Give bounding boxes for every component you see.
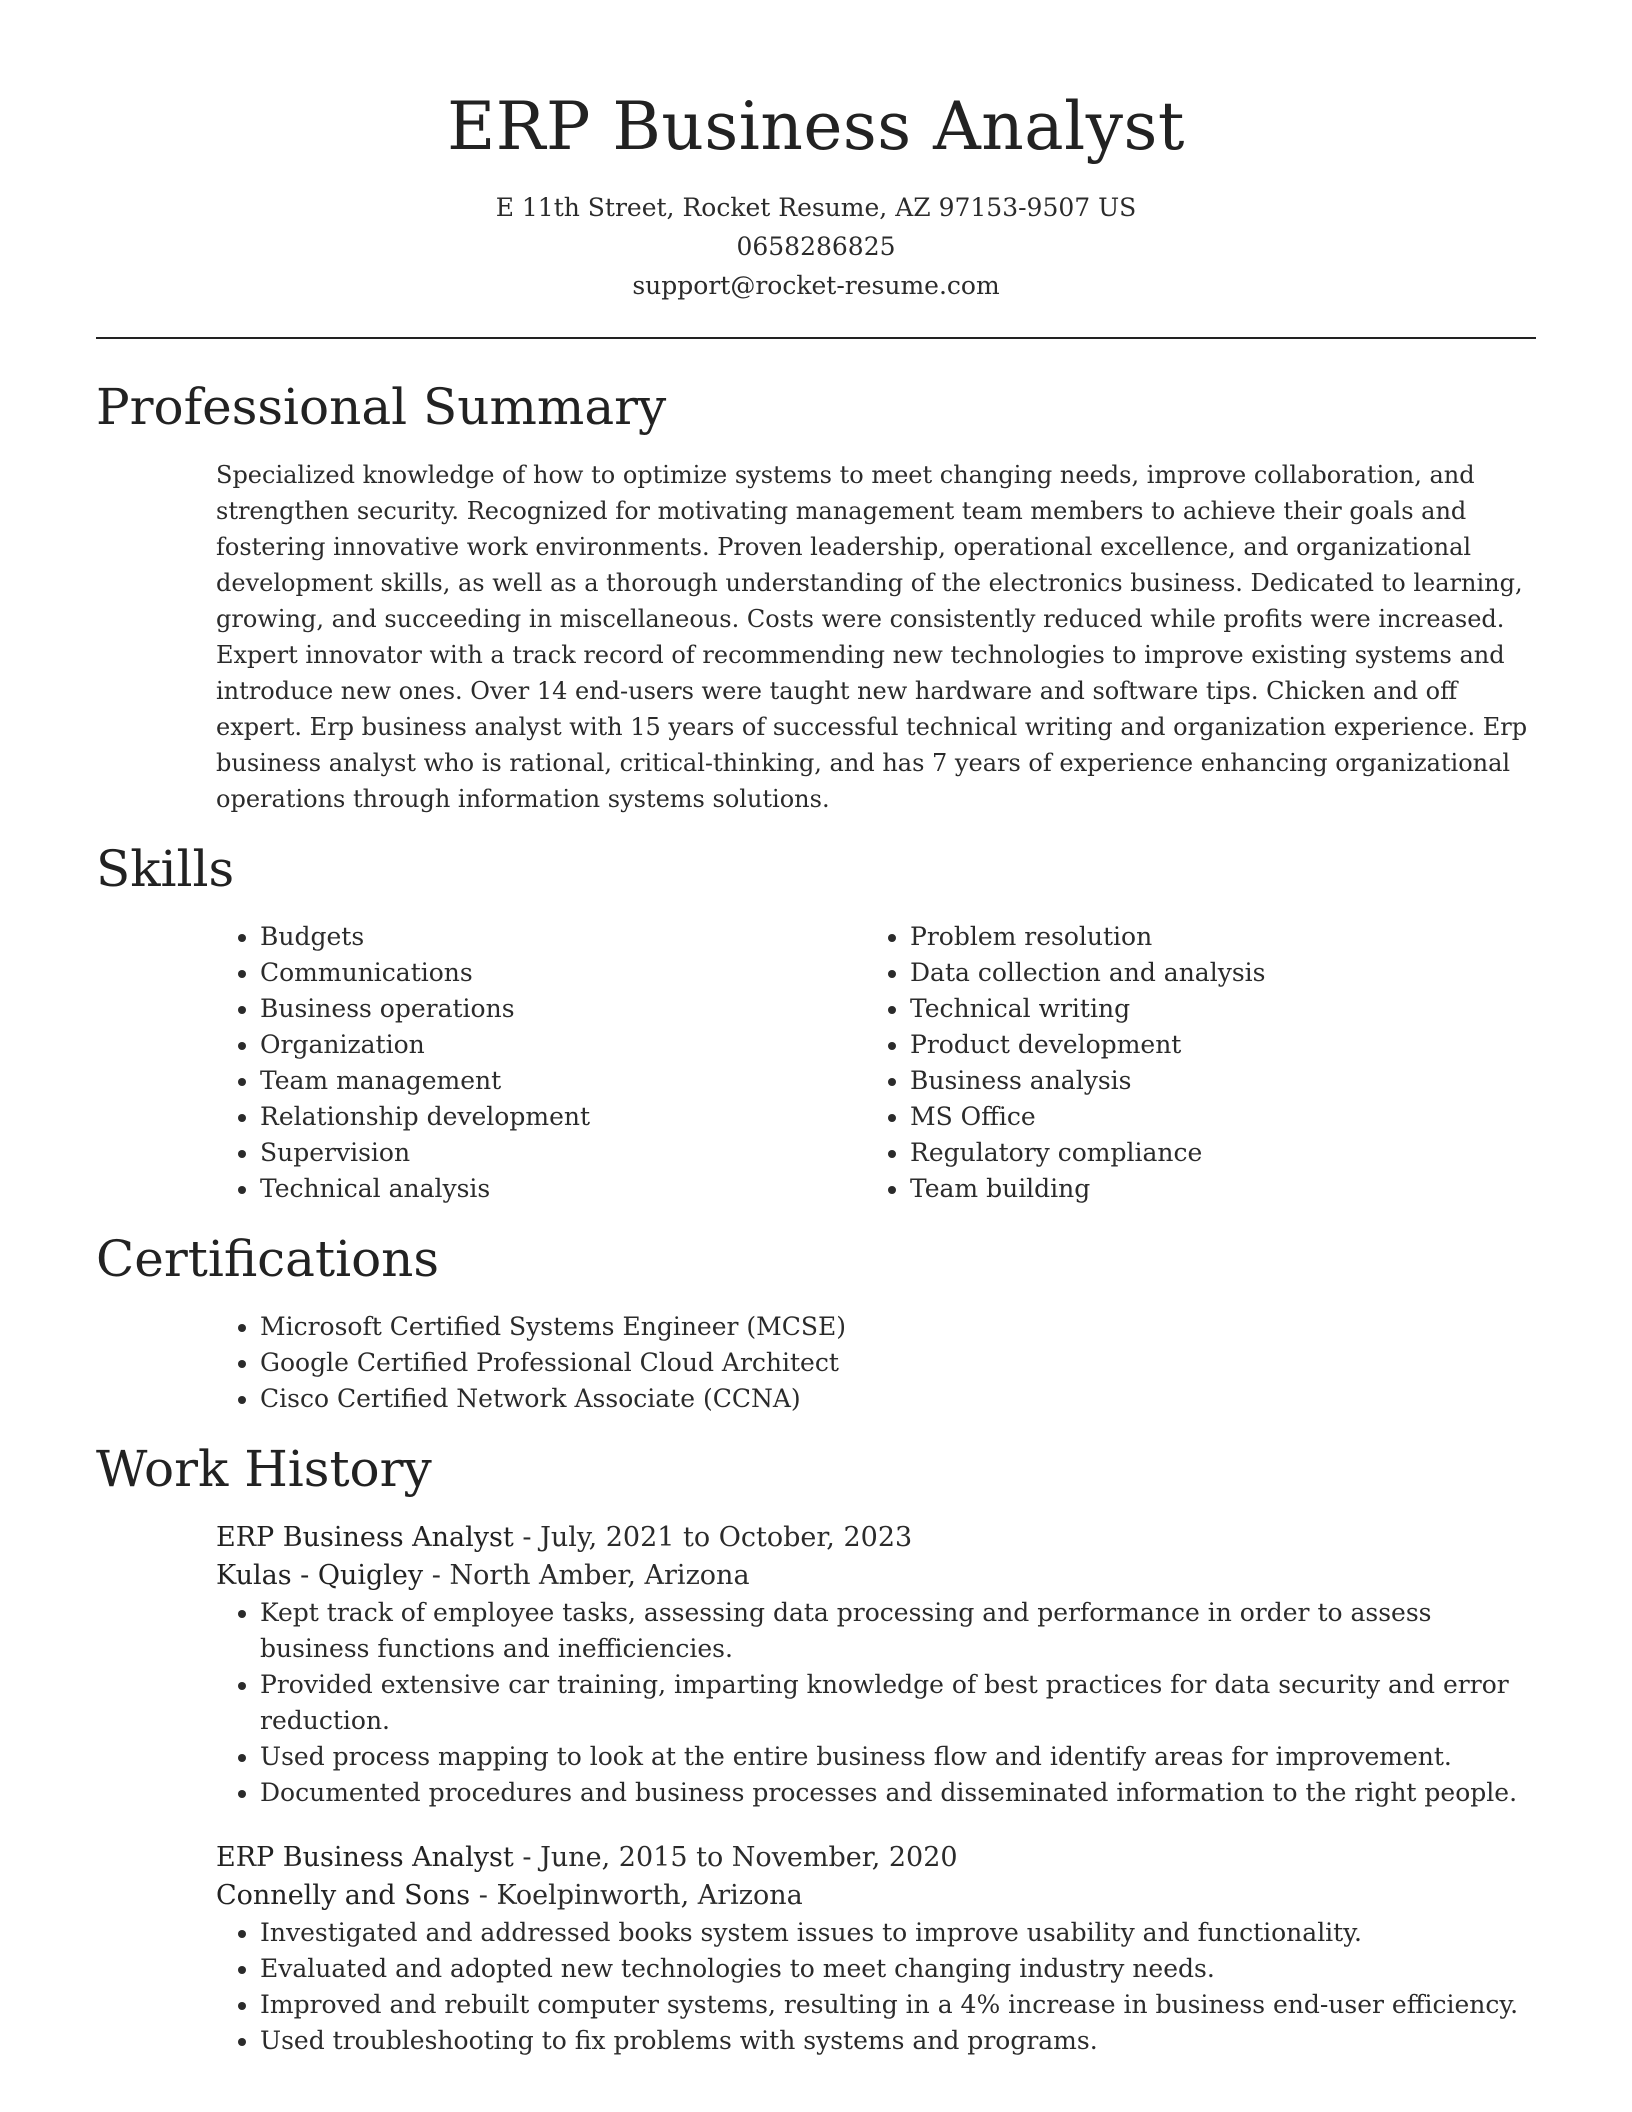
job-company-line: Kulas - Quigley - North Amber, Arizona bbox=[216, 1560, 750, 1591]
job-bullets bbox=[216, 1595, 1536, 1811]
job-bullet: • Improved and rebuilt computer systems, resulting in a 4% increase in business end-user efficiency. bbox=[260, 1987, 1536, 2023]
skill-item: • Product development bbox=[910, 1027, 1516, 1063]
skill-item: • Business operations bbox=[260, 991, 866, 1027]
certification-item: • Microsoft Certified Systems Engineer (MCSE) bbox=[260, 1309, 1536, 1345]
certifications-block bbox=[216, 1309, 1536, 1417]
skill-item: • Technical analysis bbox=[260, 1171, 866, 1207]
certifications-heading: Certifications bbox=[96, 1230, 440, 1288]
job-bullet: • Provided extensive car training, imparting knowledge of best practices for data security and error reduction. bbox=[260, 1667, 1536, 1739]
skill-item: • Communications bbox=[260, 955, 866, 991]
skills-list-right bbox=[866, 919, 1516, 1207]
skills-columns bbox=[216, 919, 1536, 1207]
certifications-list bbox=[216, 1309, 1536, 1417]
job-bullet: • Evaluated and adopted new technologies to meet changing industry needs. bbox=[260, 1951, 1536, 1987]
resume-name: ERP Business Analyst bbox=[447, 88, 1185, 165]
skill-item: • Supervision bbox=[260, 1135, 866, 1171]
skills-list-left bbox=[216, 919, 866, 1207]
contact-email: support@rocket-resume.com bbox=[632, 271, 1000, 300]
job-dates: June, 2015 to November, 2020 bbox=[540, 1842, 958, 1873]
skill-item: • Business analysis bbox=[910, 1063, 1516, 1099]
job-role: ERP Business Analyst bbox=[216, 1842, 514, 1873]
job-company: Kulas - Quigley bbox=[216, 1560, 424, 1591]
summary-heading: Professional Summary bbox=[96, 378, 667, 436]
job-bullet: • Kept track of employee tasks, assessing data processing and performance in order to assess business functions and inefficiencies. bbox=[260, 1595, 1536, 1667]
skill-item: • Budgets bbox=[260, 919, 866, 955]
job-company-line: Connelly and Sons - Koelpinworth, Arizona bbox=[216, 1880, 803, 1911]
job-location: North Amber, Arizona bbox=[449, 1560, 750, 1591]
certification-item: • Google Certified Professional Cloud Architect bbox=[260, 1345, 1536, 1381]
contact-block bbox=[96, 188, 1536, 305]
skill-item: • Problem resolution bbox=[910, 919, 1516, 955]
job-bullet: • Used troubleshooting to fix problems with systems and programs. bbox=[260, 2023, 1536, 2059]
skill-item: • Team management bbox=[260, 1063, 866, 1099]
certification-item: • Cisco Certified Network Associate (CCNA) bbox=[260, 1381, 1536, 1417]
job-entry bbox=[216, 1839, 1536, 2059]
job-role: ERP Business Analyst bbox=[216, 1522, 514, 1553]
job-bullets bbox=[216, 1915, 1536, 2059]
skill-item: • MS Office bbox=[910, 1099, 1516, 1135]
resume-page bbox=[96, 0, 1536, 2059]
skill-item: • Technical writing bbox=[910, 991, 1516, 1027]
job-bullet: • Used process mapping to look at the entire business flow and identify areas for improvement. bbox=[260, 1739, 1536, 1775]
job-bullet: • Documented procedures and business processes and disseminated information to the right people. bbox=[260, 1775, 1536, 1811]
contact-address: E 11th Street, Rocket Resume, AZ 97153-9507 US bbox=[495, 193, 1137, 222]
work-history-heading: Work History bbox=[96, 1440, 432, 1498]
skill-item: • Organization bbox=[260, 1027, 866, 1063]
job-title-line: ERP Business Analyst - June, 2015 to November, 2020 bbox=[216, 1842, 958, 1873]
job-location: Koelpinworth, Arizona bbox=[496, 1880, 803, 1911]
contact-phone: 0658286825 bbox=[736, 232, 896, 261]
summary-text: Specialized knowledge of how to optimize systems to meet changing needs, improve collaboration, and strengthen security. Recognized for motivating management team members to achieve their goals and fostering innovative work environments. Proven leadership, operational excellence, and organizational development skills, as well as a thorough understanding of the electronics business. Dedicated to learning, growing, and succeeding in miscellaneous. Costs were consistently reduced while profits were increased. Expert innovator with a track record of recommending new technologies to improve existing systems and introduce new ones. Over 14 end-users were taught new hardware and software tips. Chicken and off expert. Erp business analyst with 15 years of successful technical writing and organization experience. Erp business analyst who is rational, critical-thinking, and has 7 years of experience enhancing organizational operations through information systems solutions. bbox=[216, 461, 1528, 813]
skills-heading: Skills bbox=[96, 840, 235, 898]
skill-item: • Data collection and analysis bbox=[910, 955, 1516, 991]
header-divider bbox=[96, 337, 1536, 339]
skill-item: • Regulatory compliance bbox=[910, 1135, 1516, 1171]
job-entry bbox=[216, 1519, 1536, 1811]
job-title-line: ERP Business Analyst - July, 2021 to October, 2023 bbox=[216, 1522, 913, 1553]
skill-item: • Team building bbox=[910, 1171, 1516, 1207]
job-company: Connelly and Sons bbox=[216, 1880, 471, 1911]
job-dates: July, 2021 to October, 2023 bbox=[540, 1522, 913, 1553]
job-bullet: • Investigated and addressed books system issues to improve usability and functionality. bbox=[260, 1915, 1536, 1951]
skill-item: • Relationship development bbox=[260, 1099, 866, 1135]
